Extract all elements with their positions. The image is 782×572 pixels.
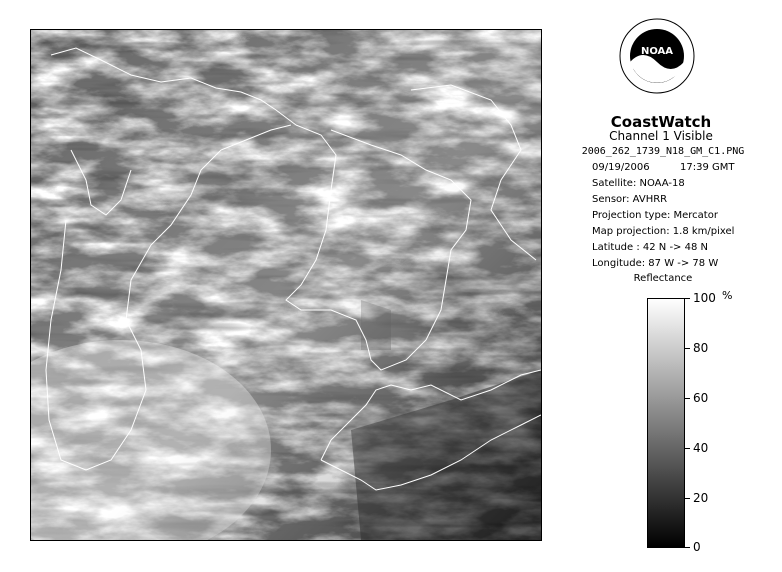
colorbar-tick-label: 60 (693, 391, 709, 405)
colorbar-tick (684, 498, 690, 499)
satellite-image-svg (31, 30, 541, 540)
product-title: CoastWatch (610, 113, 712, 131)
filename-label: 2006_262_1739_N18_GM_C1.PNG (581, 146, 745, 157)
colorbar-tick-label: 0 (693, 540, 701, 554)
map-projection-label: Map projection: 1.8 km/pixel (592, 226, 735, 237)
longitude-label: Longitude: 87 W -> 78 W (592, 258, 719, 269)
colorbar-tick (684, 398, 690, 399)
colorbar-tick (684, 448, 690, 449)
colorbar-tick-label: 20 (693, 491, 709, 505)
colorbar-unit: % (722, 289, 733, 302)
reflectance-colorbar (647, 298, 685, 548)
satellite-image (30, 29, 542, 541)
noaa-logo (619, 18, 695, 94)
sensor-label: Sensor: AVHRR (592, 194, 668, 205)
colorbar-title: Reflectance (633, 273, 693, 284)
satellite-label: Satellite: NOAA-18 (592, 178, 685, 189)
logo-label: NOAA (640, 46, 674, 57)
date-label: 09/19/2006 (592, 162, 650, 173)
colorbar-tick (684, 348, 690, 349)
projection-type-label: Projection type: Mercator (592, 210, 718, 221)
channel-label: Channel 1 Visible (609, 129, 713, 143)
noaa-logo-svg (619, 18, 695, 94)
time-label: 17:39 GMT (680, 162, 735, 173)
colorbar-tick-label: 100 (693, 291, 716, 305)
colorbar-tick (684, 298, 690, 299)
colorbar-tick-label: 40 (693, 441, 709, 455)
latitude-label: Latitude : 42 N -> 48 N (592, 242, 708, 253)
colorbar-tick-label: 80 (693, 341, 709, 355)
colorbar-tick (684, 547, 690, 548)
